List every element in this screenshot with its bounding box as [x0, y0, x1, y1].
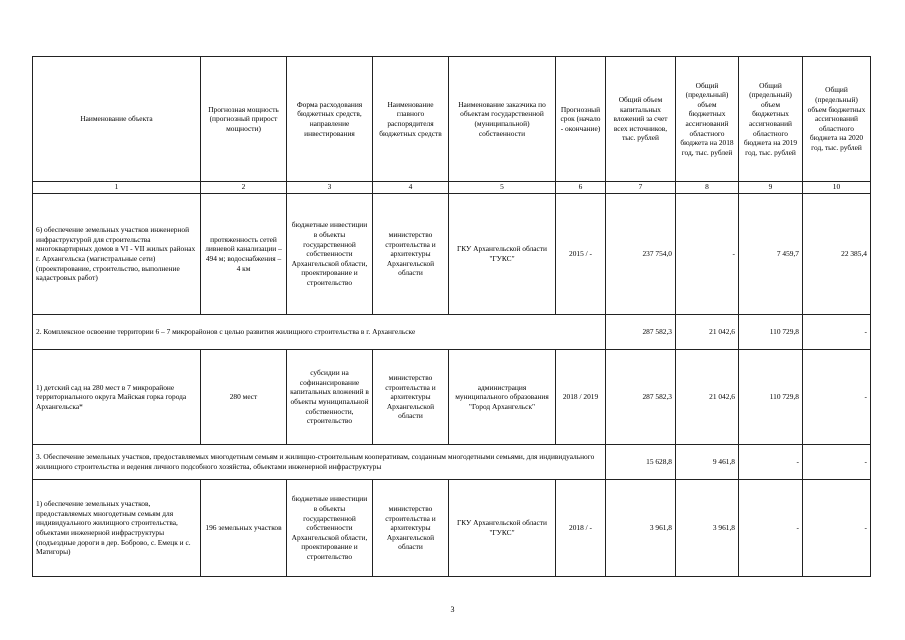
manager-cell: министерство строительства и архитектуры Архангельской области: [373, 194, 449, 315]
period-cell: 2015 / -: [556, 194, 606, 315]
amount-2020-cell: -: [803, 350, 871, 445]
form-cell: бюджетные инвестиции в объекты государственной собственности Архангельской области, проектирование и строительство: [287, 480, 373, 577]
column-number: 1: [33, 182, 201, 194]
column-number: 7: [606, 182, 676, 194]
header-manager: Наименование главного распорядителя бюджетных средств: [373, 57, 449, 182]
table-header-row: [33, 57, 871, 182]
capacity-cell: 196 земельных участков: [201, 480, 287, 577]
amount-2018-cell: 9 461,8: [676, 445, 739, 480]
header-period: Прогнозный срок (начало - окончание): [556, 57, 606, 182]
column-number: 3: [287, 182, 373, 194]
column-number: 6: [556, 182, 606, 194]
header-2018: Общий (предельный) объем бюджетных ассигнований областного бюджета на 2018 год, тыс. рублей: [676, 57, 739, 182]
customer-cell: ГКУ Архангельской области "ГУКС": [449, 480, 556, 577]
column-number: 4: [373, 182, 449, 194]
customer-cell: ГКУ Архангельской области "ГУКС": [449, 194, 556, 315]
section-row: [33, 315, 871, 350]
column-number: 2: [201, 182, 287, 194]
header-2020: Общий (предельный) объем бюджетных ассигнований областного бюджета на 2020 год, тыс. рублей: [803, 57, 871, 182]
customer-cell: администрация муниципального образования "Город Архангельск": [449, 350, 556, 445]
amount-2019-cell: 110 729,8: [739, 315, 803, 350]
investment-table: [32, 56, 871, 577]
total-cell: 3 961,8: [606, 480, 676, 577]
period-cell: 2018 / 2019: [556, 350, 606, 445]
total-cell: 237 754,0: [606, 194, 676, 315]
page-number: 3: [450, 605, 455, 614]
total-cell: 287 582,3: [606, 350, 676, 445]
amount-2020-cell: -: [803, 315, 871, 350]
section-title: 2. Комплексное освоение территории 6 – 7 микрорайонов с целью развития жилищного строительства в г. Архангельске: [33, 315, 606, 350]
total-cell: 15 628,8: [606, 445, 676, 480]
amount-2019-cell: 110 729,8: [739, 350, 803, 445]
header-customer: Наименование заказчика по объектам государственной (муниципальной) собственности: [449, 57, 556, 182]
amount-2018-cell: 3 961,8: [676, 480, 739, 577]
header-capacity: Прогнозная мощность (прогнозный прирост мощности): [201, 57, 287, 182]
column-number-row: [33, 182, 871, 194]
capacity-cell: протяженность сетей ливневой канализации – 494 м; водоснабжения – 4 км: [201, 194, 287, 315]
form-cell: субсидии на софинансирование капитальных вложений в объекты муниципальной собственности, строительство: [287, 350, 373, 445]
table-row: [33, 480, 871, 577]
section-title: 3. Обеспечение земельных участков, предоставляемых многодетным семьям и жилищно-строительным кооперативам, созданным многодетными семьями, для индивидуального жилищного строительства и ведения личного подсобного хозяйства, объектами инженерной инфраструктуры: [33, 445, 606, 480]
header-form: Форма расходования бюджетных средств, направление инвестирования: [287, 57, 373, 182]
amount-2018-cell: -: [676, 194, 739, 315]
manager-cell: министерство строительства и архитектуры Архангельской области: [373, 350, 449, 445]
manager-cell: министерство строительства и архитектуры Архангельской области: [373, 480, 449, 577]
column-number: 5: [449, 182, 556, 194]
section-row: [33, 445, 871, 480]
capacity-cell: 280 мест: [201, 350, 287, 445]
header-object-name: Наименование объекта: [33, 57, 201, 182]
amount-2020-cell: -: [803, 480, 871, 577]
amount-2020-cell: 22 385,4: [803, 194, 871, 315]
object-name-cell: 1) обеспечение земельных участков, предоставляемых многодетным семьям для индивидуального жилищного строительства, объектами инженерной инфраструктуры (подъездные дороги в дер. Боброво, с. Емецк и с. Матигоры): [33, 480, 201, 577]
amount-2018-cell: 21 042,6: [676, 315, 739, 350]
column-number: 9: [739, 182, 803, 194]
amount-2020-cell: -: [803, 445, 871, 480]
amount-2018-cell: 21 042,6: [676, 350, 739, 445]
amount-2019-cell: 7 459,7: [739, 194, 803, 315]
table-row: [33, 350, 871, 445]
object-name-cell: 1) детский сад на 280 мест в 7 микрорайоне территориального округа Майская горка города Архангельска*: [33, 350, 201, 445]
column-number: 8: [676, 182, 739, 194]
form-cell: бюджетные инвестиции в объекты государственной собственности Архангельской области, проектирование и строительство: [287, 194, 373, 315]
object-name-cell: 6) обеспечение земельных участков инженерной инфраструктурой для строительства многоквартирных домов в VI - VII жилых районах г. Архангельска (магистральные сети) (проектирование, строительство, выполнение кадастровых работ): [33, 194, 201, 315]
period-cell: 2018 / -: [556, 480, 606, 577]
total-cell: 287 582,3: [606, 315, 676, 350]
amount-2019-cell: -: [739, 480, 803, 577]
table-row: [33, 194, 871, 315]
header-2019: Общий (предельный) объем бюджетных ассигнований областного бюджета на 2019 год, тыс. рублей: [739, 57, 803, 182]
amount-2019-cell: -: [739, 445, 803, 480]
header-total: Общий объем капитальных вложений за счет всех источников, тыс. рублей: [606, 57, 676, 182]
column-number: 10: [803, 182, 871, 194]
